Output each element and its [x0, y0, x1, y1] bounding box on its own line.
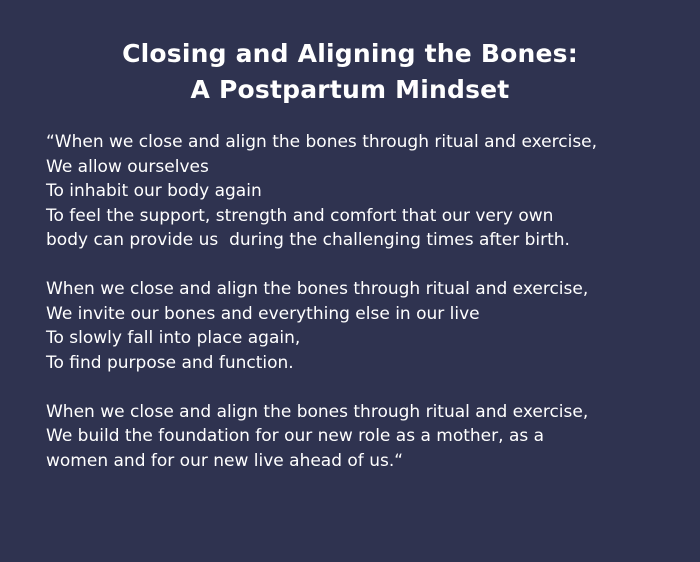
stanza-2: [46, 277, 686, 375]
title-line-1: Closing and Aligning the Bones:: [122, 39, 578, 68]
stanza-line: women and for our new live ahead of us.“: [46, 450, 404, 471]
stanza-line: To feel the support, strength and comfort that our very own: [46, 205, 554, 226]
stanza-1: [46, 130, 686, 253]
stanza-line: “When we close and align the bones through ritual and exercise,: [46, 132, 598, 152]
stanza-line: We allow ourselves: [46, 156, 209, 177]
stanza-line: To find purpose and function.: [46, 352, 294, 373]
quote-body: [46, 130, 686, 498]
stanza-3: [46, 400, 686, 474]
stanza-line: When we close and align the bones through ritual and exercise,: [46, 279, 589, 299]
stanza-line: To slowly fall into place again,: [46, 328, 301, 348]
stanza-line: To inhabit our body again: [46, 181, 262, 201]
stanza-line: We invite our bones and everything else in our live: [46, 303, 480, 324]
stanza-line: When we close and align the bones through ritual and exercise,: [46, 401, 589, 422]
stanza-line: We build the foundation for our new role as a mother, as a: [46, 426, 545, 446]
page-title: [0, 36, 700, 108]
title-line-2: A Postpartum Mindset: [190, 75, 510, 104]
stanza-line: body can provide us during the challenging times after birth.: [46, 230, 570, 250]
